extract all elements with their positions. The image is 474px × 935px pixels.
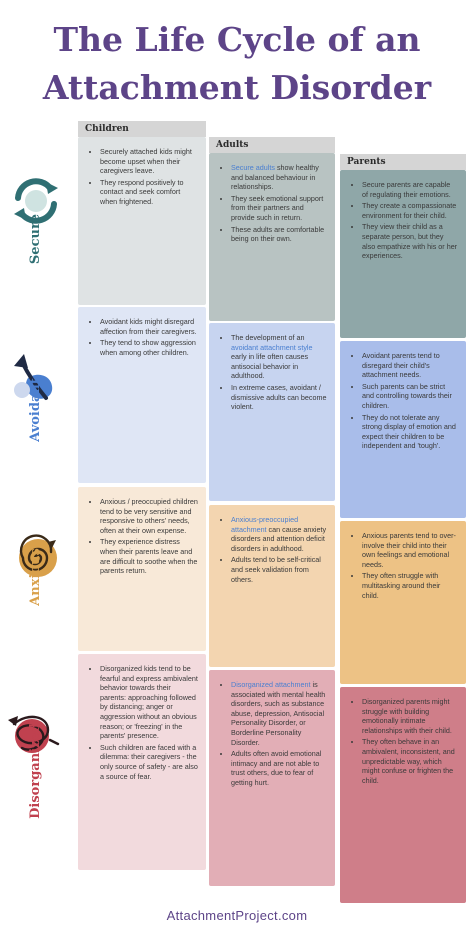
highlight-term: Disorganized attachment [231,680,311,689]
list-item: • Anxious / preoccupied children tend to be very sensitive and responsive to others' needs, often at their own expense. [100,497,198,535]
cell-avoidant-parents [340,341,466,518]
cell-avoidant-adults [209,323,335,501]
column-header-children: Children [78,121,206,137]
column-header-parents: Parents [340,154,466,170]
list-item: • These adults are comfortable being on their own. [231,225,327,244]
list-item: • Anxious parents tend to over-involve their child into their own feelings and emotional needs. [362,531,458,569]
list-item: • Securely attached kids might become upset when their caregivers leave. [100,147,198,176]
cell-anxious-children [78,487,206,651]
list-item: • The development of an avoidant attachment style early in life often causes antisocial behavior in adulthood. [231,333,327,381]
page-title-line-1: The Life Cycle of an [53,20,421,59]
list-item: • They do not tolerate any strong display of emotion and expect their children to be independent and 'tough'. [362,413,458,451]
row-label-secure: Secure [28,213,43,265]
cell-anxious-parents [340,521,466,684]
highlight-term: avoidant attachment style [231,342,313,352]
list-item: • In extreme cases, avoidant / dismissive adults can become violent. [231,383,327,412]
list-item: • Adults often avoid emotional intimacy and are not able to trust others, due to fear of getting hurt. [231,749,327,787]
list-item: • Such parents can be strict and controlling towards their children. [362,382,458,411]
list-item: • They often behave in an ambivalent, inconsistent, and unpredictable way, which might confuse or frighten the child. [362,737,458,785]
cell-secure-adults [209,153,335,321]
cell-disorganized-parents [340,687,466,903]
list-item: • Avoidant parents tend to disregard their child's attachment needs. [362,351,458,380]
footer-site-link[interactable]: AttachmentProject.com [166,908,308,923]
row-label-disorganized: Disorganized [28,723,43,819]
list-item: • Disorganized parents might struggle with building emotionally intimate relationships with their child. [362,697,458,735]
list-item: • They tend to show aggression when among other children. [100,338,198,357]
list-item: • They create a compassionate environment for their child. [362,201,458,220]
cell-secure-children [78,137,206,305]
list-item: • Secure parents are capable of regulating their emotions. [362,180,458,199]
list-item: • Adults tend to be self-critical and seek validation from others. [231,555,327,584]
list-item: • They view their child as a separate person, but they also empathize with his or her experiences. [362,222,458,260]
highlight-term: Secure adults [231,163,275,172]
list-item: • Anxious-preoccupied attachment can cause anxiety disorders and attention deficit disorders in adulthood. [231,515,327,553]
list-item: • Disorganized attachment is associated with mental health disorders, such as substance abuse, depression, Antisocial Personality Disorder, or Borderline Personality Disorder. [231,680,327,747]
list-item: • They experience distress when their parents leave and are difficult to soothe when the parents return. [100,537,198,575]
column-header-adults: Adults [209,137,335,153]
cell-anxious-adults [209,505,335,667]
list-item: • They often struggle with multitasking around their child. [362,571,458,600]
page-title-line-2: Attachment Disorder [42,68,432,107]
list-item: • Avoidant kids might disregard affection from their caregivers. [100,317,198,336]
cell-avoidant-children [78,307,206,483]
cell-disorganized-adults [209,670,335,886]
cell-secure-parents [340,170,466,338]
list-item: • They seek emotional support from their partners and provide such in return. [231,194,327,223]
row-label-avoidant: Avoidant [28,378,43,442]
list-item: • Secure adults show healthy and balanced behaviour in relationships. [231,163,327,192]
row-label-anxious: Anxious [28,548,43,606]
cell-disorganized-children [78,654,206,870]
list-item: • Such children are faced with a dilemma: their caregivers - the only source of safety - are also a source of fear. [100,743,198,781]
list-item: • Disorganized kids tend to be fearful and express ambivalent behavior towards their parents: approaching followed by distancing; anger or aggression without an obvious reason; or 'freezing' in the parents' presence. [100,664,198,741]
highlight-term: Anxious-preoccupied attachment [231,515,299,534]
list-item: • They respond positively to contact and seek comfort when frightened. [100,178,198,207]
